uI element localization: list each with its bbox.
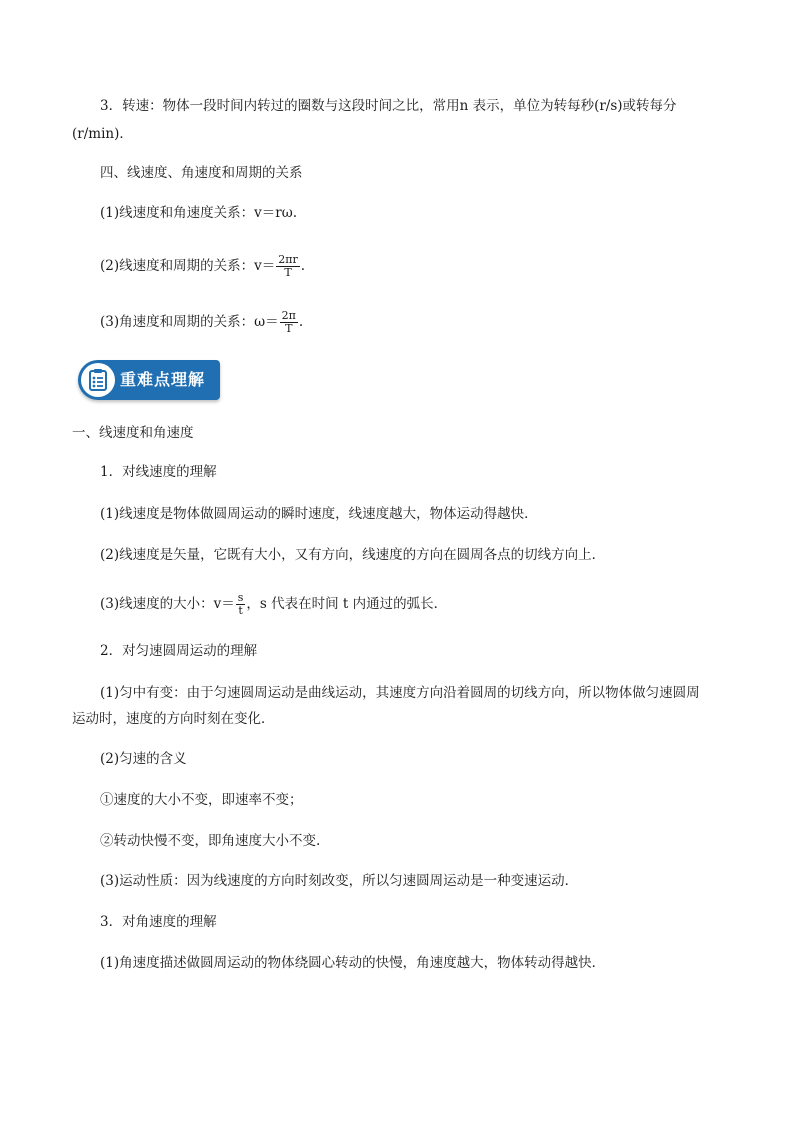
relation-item-2 [100,254,305,279]
fraction-denominator: t [238,604,243,617]
fraction-numerator: s [237,591,244,604]
uniform-point-2a: ①速度的大小不变，即速率不变； [100,792,303,808]
uniform-point-3: (3)运动性质：因为线速度的方向时刻改变，所以匀速圆周运动是一种变速运动． [100,873,579,889]
linear-velocity-point-2: (2)线速度是矢量，它既有大小，又有方向，线速度的方向在圆周各点的切线方向上． [100,547,606,563]
fraction-denominator: T [284,266,292,279]
fraction-denominator: T [285,322,293,335]
fraction-numerator: 2π [281,309,296,322]
relation-item-2-prefix: (2)线速度和周期的关系：v＝ [100,258,276,274]
subheading-angular-velocity: 3．对角速度的理解 [100,914,217,930]
relation-item-3-prefix: (3)角速度和周期的关系：ω＝ [100,314,279,330]
relation-heading: 四、线速度、角速度和周期的关系 [100,165,303,181]
relation-item-2-suffix: . [300,258,306,274]
fraction-numerator: 2πr [278,253,298,266]
subheading-uniform-circular: 2．对匀速圆周运动的理解 [100,643,258,659]
clipboard-list-icon [81,363,115,397]
linear-velocity-point-1: (1)线速度是物体做圆周运动的瞬时速度，线速度越大，物体运动得越快． [100,506,538,522]
point-3-prefix: (3)线速度的大小：v＝ [100,596,235,612]
uniform-point-1-line1: (1)匀中有变：由于匀速圆周运动是曲线运动，其速度方向沿着圆周的切线方向，所以物体做匀速圆周 [100,685,700,701]
banner-title: 重难点理解 [120,370,206,389]
relation-item-3-suffix: . [298,314,304,330]
uniform-point-2b: ②转动快慢不变，即角速度大小不变. [100,833,321,849]
angular-velocity-point-1: (1)角速度描述做圆周运动的物体绕圆心转动的快慢，角速度越大，物体转动得越快． [100,955,606,971]
speed-item-line1: 3．转速：物体一段时间内转过的圈数与这段时间之比，常用n 表示，单位为转每秒(r/s)或转每分 [100,98,677,114]
fraction-s-over-t [236,592,246,617]
linear-velocity-point-3 [100,592,447,617]
fraction-2pi-over-t [280,310,298,335]
key-points-banner [78,360,220,400]
section-heading-linear-angular: 一、线速度和角速度 [72,425,194,441]
fraction-2pir-over-t [276,254,300,279]
point-3-suffix: ，s 代表在时间 t 内通过的弧长． [246,596,448,612]
relation-item-3 [100,310,303,335]
uniform-point-2: (2)匀速的含义 [100,751,187,767]
subheading-linear-velocity: 1．对线速度的理解 [100,464,217,480]
uniform-point-1-line2: 运动时，速度的方向时刻在变化． [72,711,275,727]
speed-item-line2: (r/min)． [72,126,133,142]
relation-item-1: (1)线速度和角速度关系：v＝rω. [100,205,298,221]
